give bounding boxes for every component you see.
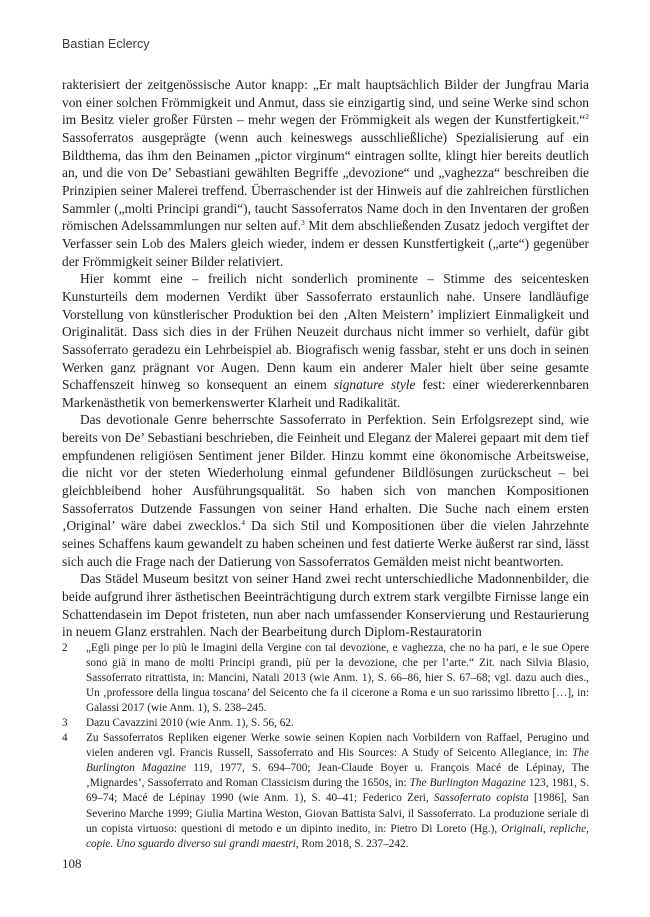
footnote-4 (62, 731, 589, 851)
text-run: Zu Sassoferratos Repliken eigener Werke sowie seinen Kopien nach Vorbildern von Raffael, Perugino und vielen anderen vgl. Francis Russell, Sassoferrato and His Sources: A Study of Seicento Allegiance, in: (86, 732, 589, 760)
emphasis: The Burlington Magazine (409, 777, 526, 790)
text-run: Hier kommt eine – freilich nicht sonderlich prominente – Stimme des seicentesken Kunsturteils dem modernen Verdikt über Sassoferrato erstaunlich nahe. Unsere landläufige Vorstellung von künstlerischer Produktion bei den ‚Alten Meistern’ impliziert Einmaligkeit und Originalität. Dass sich dies in der Frühen Neuzeit durchaus nicht immer so verhielt, dafür gibt Sassoferrato geradezu ein Lehrbeispiel ab. Biografisch wenig fassbar, steht er uns doch in seinen Werken ganz prägnant vor Augen. Denn kaum ein anderer Maler hielt über seine gesamte Schaffenszeit hinweg so konsequent an einem (62, 271, 589, 393)
text-run: 119, 1977, S. 694–700; Jean-Claude Boyer u. François Macé de Lépinay, The ‚Mignardes’, Sassoferrato and Roman Classicism during the 1650s, in: (86, 762, 589, 790)
footnote-number: 2 (62, 642, 68, 654)
paragraph-3 (62, 411, 589, 570)
text-run: Da sich Stil und Kompositionen über die vielen Jahrzehnte seines Schaffens kaum gewandelt zu haben scheinen und fest datierte Werke äußerst rar sind, lässt sich auch die Frage nach der Datierung von Sassoferratos Gemälden meist nicht beantworten. (62, 518, 589, 569)
page-number: 108 (62, 856, 82, 871)
paragraph-2 (62, 270, 589, 411)
footnote-3 (62, 716, 589, 731)
footnotes (62, 641, 589, 852)
text-run: Das Städel Museum besitzt von seiner Hand zwei recht unterschiedliche Madonnenbilder, die beide aufgrund ihrer ästhetischen Beeinträchtigung durch extrem stark vergilbte Firnisse lange ein Schattendasein im Depot fristeten, nun aber nach umfassender Konservierung und Restaurierung in neuem Glanz erstrahlen. Nach der Bearbeitung durch Diplom-Restauratorin (62, 571, 589, 640)
text-run: Sassoferratos ausgeprägte (wenn auch keineswegs ausschließliche) Spezialisierung auf ein Bildthema, das ihm den Beinamen „pictor virginum“ eintragen sollte, klingt hier bereits deutlich an, und die von De’ Sebastiani gewählten Begriffe „devozione“ und „vaghezza“ beschreiben die Prinzipien seiner Malerei treffend. Überraschender ist der Hinweis auf die zahlreichen fürstlichen Sammler („molti Principi grandi“), taucht Sassoferratos Name doch in den Inventaren der großen römischen Adelssammlungen nur selten auf. (62, 129, 589, 234)
emphasis: The Burlington Magazine (86, 747, 589, 775)
text-run: Dazu Cavazzini 2010 (wie Anm. 1), S. 56, 62. (86, 717, 294, 730)
running-head: Bastian Eclercy (62, 37, 150, 51)
emphasis: signature style (333, 377, 416, 393)
footnote-ref-2[interactable]: 2 (585, 112, 589, 122)
footnote-text (86, 731, 589, 851)
text-run: Das devotionale Genre beherrschte Sassoferrato in Perfektion. Sein Erfolgsrezept sind, wie bereits von De’ Sebastiani beschrieben, die Feinheit und Eleganz der Malerei gepaart mit dem tief empfundenen religiösen Sentiment jener Bilder. Hinzu kommt eine ökonomische Arbeitsweise, die nicht vor der steten Wiederholung einmal gefundener Bildlösungen zurückscheut – bei gleichbleibend hoher Ausführungsqualität. So haben sich von manchen Kompositionen Sassoferratos Dutzende Fassungen von seiner Hand erhalten. Die Suche nach einem ersten ‚Original’ wäre dabei zwecklos. (62, 412, 589, 534)
footnote-2 (62, 641, 589, 716)
emphasis: Sassoferrato copista (434, 792, 529, 805)
footnote-text (86, 716, 589, 731)
footnote-number: 3 (62, 717, 68, 730)
footnote-ref-4[interactable]: 4 (241, 518, 245, 528)
footnote-ref-3[interactable]: 3 (300, 218, 305, 228)
body-text (62, 76, 589, 641)
footnote-text (86, 641, 589, 716)
text-run: Mit dem abschließenden Zusatz jedoch vergiftet der Verfasser sein Lob des Malers gleich wieder, indem er dessen Kunstfertigkeit („arte“) gegenüber der Frömmigkeit seiner Bilder relativiert. (62, 218, 589, 269)
paragraph-1 (62, 76, 589, 270)
text-run: fest: einer wiedererkennbaren Markenästhetik von bemerkenswerter Klarheit und Radikalität. (62, 377, 589, 410)
emphasis: Originali, repliche, copie. Uno sguardo diverso sui grandi maestri (86, 822, 589, 850)
footnote-number: 4 (62, 732, 68, 745)
text-run: „Egli pinge per lo più le Imagini della Vergine con tal devozione, e vaghezza, che no ha pari, e le sue Opere sono già in mano de molti Principi grandi, più per la devozione, che per l’arte.“ Zit. nach Silvia Blasio, Sassoferrato ritrattista, in: Mancini, Natali 2013 (wie Anm. 1), S. 66–86, hier S. 67–68; vgl. dazu auch dies., Un ‚professore della lingua toscana’ del Seicento che fa il cicerone a Roma e un suo rarissimo libretto […], in: Galassi 2017 (wie Anm. 1), S. 238–245. (86, 642, 589, 715)
text-run: [1986], San Severino Marche 1999; Giulia Martina Weston, Giovan Battista Salvi, il Sassoferrato. La produzione seriale di un copista virtuoso: questioni di metodo e un dipinto inedito, in: Pietro Di Loreto (Hg.), (86, 792, 589, 835)
text-run: rakterisiert der zeitgenössische Autor knapp: „Er malt hauptsächlich Bilder der Jungfrau Maria von einer solchen Frömmigkeit und Anmut, dass sie einzigartig sind, und seine Werke sind schon im Besitz vieler großer Fürsten – mehr wegen der Frömmigkeit als wegen der Kunstfertigkeit.“ (62, 77, 589, 128)
text-run: , Rom 2018, S. 237–242. (295, 837, 409, 850)
paragraph-4 (62, 570, 589, 641)
text-run: 123, 1981, S. 69–74; Macé de Lépinay 1990 (wie Anm. 1), S. 40–41; Federico Zeri, (86, 777, 590, 805)
